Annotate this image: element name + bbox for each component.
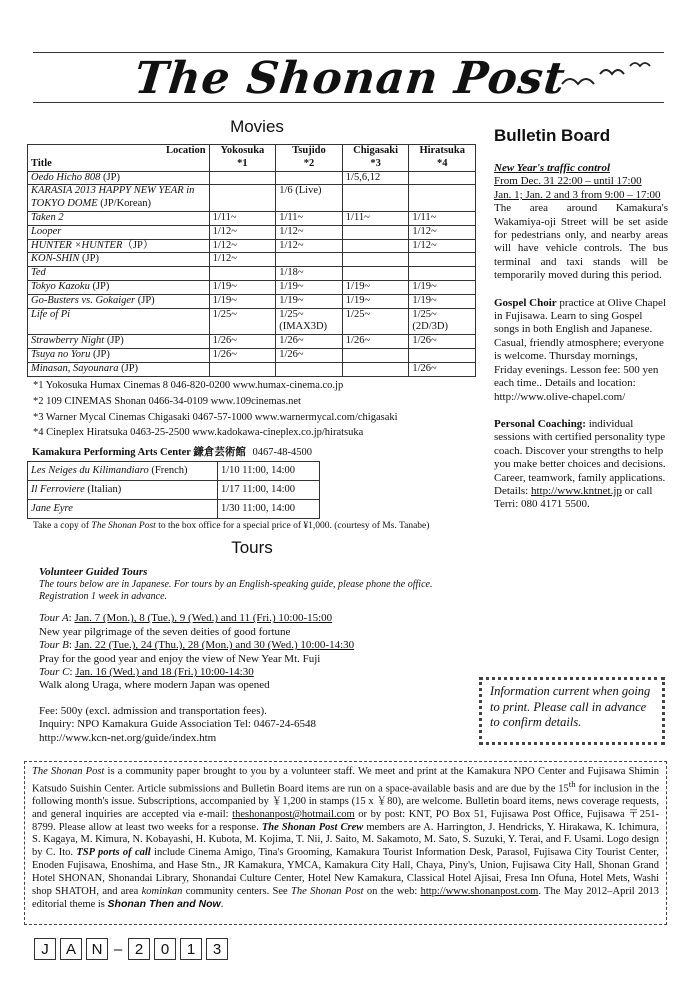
- kpac-heading: [32, 447, 312, 460]
- tour-desc: New year pilgrimage of the seven deities of good fortune: [39, 625, 291, 638]
- showing-date: [342, 267, 409, 281]
- showing-date: 1/25~: [342, 308, 409, 335]
- showing-date: 1/12~: [276, 239, 343, 253]
- showing-date: 1/5,6,12: [342, 171, 409, 185]
- kpac-row: [28, 500, 320, 519]
- tours-fee: Fee: 500y (excl. admission and transportation fees).: [39, 704, 267, 717]
- kpac-table: [27, 461, 320, 519]
- tour-dates: Tour C: Jan. 16 (Wed.) and 18 (Fri.) 10:00-14:30: [39, 666, 254, 679]
- showing-date: 1/11~: [276, 211, 343, 225]
- showing-date: [276, 171, 343, 185]
- showing-date: [409, 171, 476, 185]
- showing-date: [209, 171, 276, 185]
- tour-desc: Pray for the good year and enjoy the view of New Year Mt. Fuji: [39, 652, 321, 665]
- movie-row: [28, 253, 476, 267]
- location-title-header: [28, 145, 210, 172]
- theater-entry: *1 Yokosuka Humax Cinemas 8 046-820-0200 www.humax-cinema.co.jp: [33, 380, 344, 391]
- showing-date: 1/12~: [276, 225, 343, 239]
- showing-date: 1/26~: [409, 335, 476, 349]
- showing-date: [342, 362, 409, 376]
- showing-date: 1/26~: [209, 335, 276, 349]
- kpac-date: 1/17 11:00, 14:00: [218, 481, 320, 500]
- movies-table: [27, 144, 476, 377]
- footer-box: The Shonan Post is a community paper brought to you by a volunteer staff. We meet and print at the Kamakura NPO Center and Fujisawa Shimin Katsudo Suishin Center. Article submissions and Bulletin Board items are run on a space-available basis and are due by the 15th for inclusion in the following month's issue. Subscriptions, accompanied by ￥1,200 in stamps (15 x ￥80), are welcome. Bulletin board items, news coverage requests, and general inquiries are accepted via e-mail: theshonanpost@hotmail.com or by post: KNT, PO Box 51, Fujisawa Post Office, Fujisawa 〒251-8799. Please allow at least two weeks for a response. The Shonan Post Crew members are A. Harrington, J. Hendricks, Y. Hirakawa, K. Ichimura, S. Kagaya, M. Kimura, N. Kobayashi, H. Kubota, M. Kojima, T. Nii, J. Saito, M. Sakamoto, M. Sato, S. Suzuki, Y. Terai, and F. Usami. Logo design by C. Ito. TSP ports of call include Cinema Amigo, Tina's Grooming, Kamakura Tourist Information Desk, Parasol, Fujisawa City Tourist Center, Enoden Fujisawa, Enoshima, and Hase Stn., JR Kamakura, YMCA, Kamakura City Hall, Chaya, Piny's, Union, Fujisawa City Hall, Shonan Grand Hotel SHONAN, Shonandai Library, Shonandai Culture Center, Hotel New Kamakura, Classical Hotel Ajisai, Fresa Inn Ofuna, Hotel Mets, Washi shop SHATOH, and area kominkan community centers. See The Shonan Post on the web: http://www.shonanpost.com. The May 2012–April 2013 editorial theme is Shonan Then and Now.: [24, 761, 667, 925]
- showing-date: 1/12~: [409, 239, 476, 253]
- showing-date: [209, 185, 276, 212]
- movie-row: [28, 171, 476, 185]
- showing-date: 1/19~: [342, 294, 409, 308]
- movie-title: Tokyo Kazoku (JP): [28, 280, 210, 294]
- showing-date: [209, 267, 276, 281]
- tours-inquiry: Inquiry: NPO Kamakura Guide Association Tel: 0467-24-6548: [39, 718, 317, 731]
- movie-row: [28, 225, 476, 239]
- movie-row: [28, 267, 476, 281]
- date-char-box: 2: [128, 938, 150, 960]
- masthead-title: The Shonan Post: [132, 53, 568, 104]
- showing-date: 1/19~: [409, 280, 476, 294]
- movie-title: Oedo Hicho 808 (JP): [28, 171, 210, 185]
- date-char-box: 0: [154, 938, 176, 960]
- movie-title: Ted: [28, 267, 210, 281]
- kpac-note: Take a copy of The Shonan Post to the box office for a special price of ¥1,000. (courtesy of Ms. Tanabe): [33, 521, 430, 531]
- date-char-box: 1: [180, 938, 202, 960]
- theater-entry: *3 Warner Mycal Cinemas Chigasaki 0467-57-1000 www.warnermycal.com/chigasaki: [33, 411, 398, 423]
- movie-row: [28, 280, 476, 294]
- date-char-box: 3: [206, 938, 228, 960]
- issue-date: [34, 938, 232, 960]
- theater-header: Chigasaki *3: [342, 145, 409, 172]
- theater-entry: *4 Cineplex Hiratsuka 0463-25-2500 www.kadokawa-cineplex.co.jp/hiratsuka: [33, 427, 364, 439]
- showing-date: 1/25~: [209, 308, 276, 335]
- showing-date: [342, 225, 409, 239]
- movies-heading: Movies: [230, 117, 284, 136]
- tours-subheading: Volunteer Guided Tours: [39, 566, 148, 578]
- tours-heading: Tours: [231, 538, 273, 557]
- website-link[interactable]: http://www.shonanpost.com: [420, 885, 539, 897]
- showing-date: 1/11~: [209, 211, 276, 225]
- coaching-link[interactable]: http://www.kntnet.jp: [530, 484, 622, 497]
- title-header: Title: [31, 157, 52, 169]
- movies-header-row: [28, 145, 476, 172]
- movie-row: [28, 239, 476, 253]
- traffic-body: The area around Kamakura's Wakamiya-oji Street will be set aside for pedestrians only, and nearby areas will have vehicle controls. The bus terminal and taxi stands will be temporarily moved during this period.: [494, 202, 668, 282]
- kpac-name: Kamakura Performing Arts Center 鎌倉芸術館: [32, 447, 246, 458]
- tours-intro: The tours below are in Japanese. For tours by an English-speaking guide, please phone the office. Registration 1 week in advance.: [39, 579, 433, 602]
- showing-date: [342, 185, 409, 212]
- showing-date: 1/26~: [409, 362, 476, 376]
- movie-title: Strawberry Night (JP): [28, 335, 210, 349]
- masthead-bottom-rule: [33, 102, 664, 103]
- showing-date: [342, 239, 409, 253]
- showing-date: [276, 253, 343, 267]
- coaching-item: Personal Coaching: individual sessions with certified personality type coach. Discover your strengths to help you make better choices and decisions. Career, teamwork, family applications. Details: http://www.kntnet.jp or call Terri: 080 4171 5500.: [494, 417, 666, 511]
- showing-date: 1/25~ (2D/3D): [409, 308, 476, 335]
- bulletin-board: [494, 162, 668, 512]
- theater-entry: *2 109 CINEMAS Shonan 0466-34-0109 www.109cinemas.net: [33, 395, 301, 407]
- showing-date: 1/19~: [209, 294, 276, 308]
- showing-date: 1/26~: [276, 348, 343, 362]
- tours-url[interactable]: http://www.kcn-net.org/guide/index.htm: [39, 731, 217, 744]
- theater-header: Tsujido *2: [276, 145, 343, 172]
- showing-date: [342, 253, 409, 267]
- kpac-film: Les Neiges du Kilimandiaro (French): [28, 462, 218, 481]
- email-link[interactable]: theshonanpost@hotmail.com: [232, 808, 355, 820]
- theater-header: Hiratsuka *4: [409, 145, 476, 172]
- movie-title: Minasan, Sayounara (JP): [28, 362, 210, 376]
- kpac-row: [28, 481, 320, 500]
- showing-date: [209, 362, 276, 376]
- movie-title: KON-SHIN (JP): [28, 253, 210, 267]
- movie-row: [28, 348, 476, 362]
- tour-dates: Tour A: Jan. 7 (Mon.), 8 (Tue.), 9 (Wed.) and 11 (Fri.) 10:00-15:00: [39, 612, 333, 625]
- tour-list: [39, 612, 479, 692]
- tours-section: [39, 566, 479, 745]
- movie-row: [28, 362, 476, 376]
- info-box: Information current when going to print. Please call in advance to confirm details.: [479, 677, 665, 745]
- bulletin-heading: Bulletin Board: [494, 126, 611, 145]
- kpac-film: Il Ferroviere (Italian): [28, 481, 218, 500]
- showing-date: 1/6 (Live): [276, 185, 343, 212]
- traffic-line-1: From Dec. 31 22:00 – until 17:00: [494, 175, 642, 188]
- showing-date: 1/25~ (IMAX3D): [276, 308, 343, 335]
- theater-header: Yokosuka *1: [209, 145, 276, 172]
- movie-title: Tsuya no Yoru (JP): [28, 348, 210, 362]
- showing-date: 1/19~: [276, 294, 343, 308]
- movie-row: [28, 335, 476, 349]
- movie-title: Go-Busters vs. Gokaiger (JP): [28, 294, 210, 308]
- seagulls-icon: [560, 56, 660, 96]
- showing-date: 1/19~: [276, 280, 343, 294]
- kpac-date: 1/10 11:00, 14:00: [218, 462, 320, 481]
- kpac-date: 1/30 11:00, 14:00: [218, 500, 320, 519]
- movie-title: Life of Pi: [28, 308, 210, 335]
- movie-row: [28, 308, 476, 335]
- showing-date: [276, 362, 343, 376]
- showing-date: 1/26~: [276, 335, 343, 349]
- tour-dates: Tour B: Jan. 22 (Tue.), 24 (Thu.), 28 (Mon.) and 30 (Wed.) 10:00-14:30: [39, 639, 355, 652]
- movie-row: [28, 211, 476, 225]
- showing-date: 1/12~: [209, 239, 276, 253]
- showing-date: [409, 185, 476, 212]
- showing-date: 1/19~: [409, 294, 476, 308]
- kpac-row: [28, 462, 320, 481]
- showing-date: 1/12~: [209, 225, 276, 239]
- showing-date: 1/12~: [209, 253, 276, 267]
- kpac-film: Jane Eyre: [28, 500, 218, 519]
- location-header: Location: [165, 145, 206, 156]
- showing-date: 1/18~: [276, 267, 343, 281]
- showing-date: [409, 253, 476, 267]
- movie-title: Taken 2: [28, 211, 210, 225]
- gospel-item: Gospel Choir practice at Olive Chapel in Fujisawa. Learn to sing Gospel songs in both English and Japanese. Casual, friendly atmosphere; everyone is welcome. Thursday mornings, Friday evenings. Lesson fee: 500 yen each time.. Details and location: http://www.olive-chapel.com/: [494, 296, 666, 403]
- movie-title: HUNTER ×HUNTER（JP）: [28, 239, 210, 253]
- date-char-box: A: [60, 938, 82, 960]
- showing-date: [409, 348, 476, 362]
- showing-date: 1/26~: [209, 348, 276, 362]
- showing-date: 1/11~: [342, 211, 409, 225]
- theater-list: [33, 380, 398, 443]
- movie-row: [28, 185, 476, 212]
- traffic-title: New Year's traffic control: [494, 162, 611, 174]
- showing-date: 1/12~: [409, 225, 476, 239]
- showing-date: 1/19~: [342, 280, 409, 294]
- date-char-box: N: [86, 938, 108, 960]
- kpac-phone: 0467-48-4500: [252, 447, 312, 458]
- date-char-box: J: [34, 938, 56, 960]
- traffic-line-2: Jan. 1; Jan. 2 and 3 from 9:00 – 17:00: [494, 188, 661, 201]
- showing-date: [342, 348, 409, 362]
- showing-date: 1/19~: [209, 280, 276, 294]
- movie-title: KARASIA 2013 HAPPY NEW YEAR in TOKYO DOME (JP/Korean): [28, 185, 210, 212]
- tour-desc: Walk along Uraga, where modern Japan was opened: [39, 679, 270, 692]
- movie-title: Looper: [28, 225, 210, 239]
- showing-date: [409, 267, 476, 281]
- showing-date: 1/26~: [342, 335, 409, 349]
- showing-date: 1/11~: [409, 211, 476, 225]
- date-dash: –: [113, 941, 123, 958]
- movie-row: [28, 294, 476, 308]
